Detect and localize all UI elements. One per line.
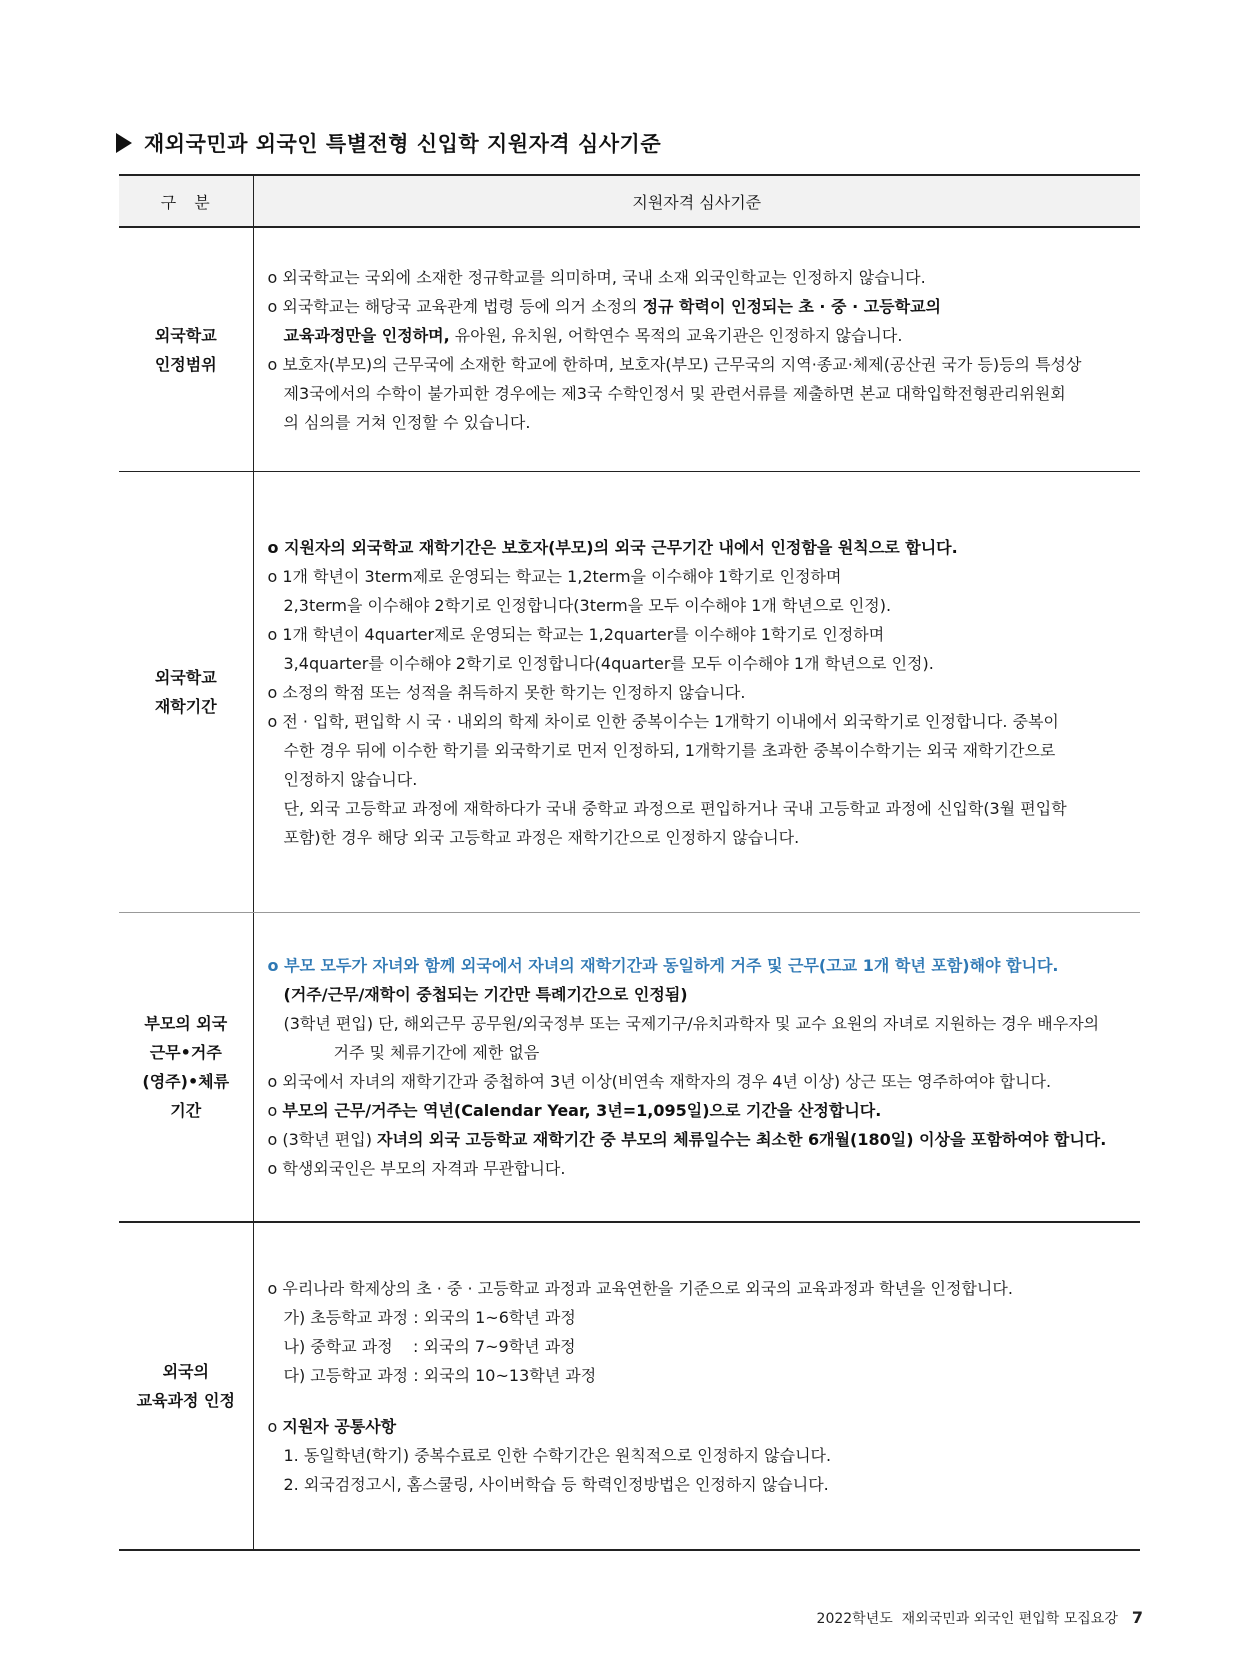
row-category: 부모의 외국 근무•거주 (영주)•체류 기간 <box>119 913 253 1223</box>
table-row <box>119 227 1140 472</box>
row-content: o 우리나라 학제상의 초 · 중 · 고등학교 과정과 교육연한을 기준으로 외국의 교육과정과 학년을 인정합니다. 가) 초등학교 과정 : 외국의 1~6학년 과정 나) 중학교 과정 : 외국의 7~9학년 과정 다) 고등학교 과정 : 외국의 10~13학년 과정 o 지원자 공통사항 1. 동일학년(학기) 중복수료로 인한 수학기간은 원칙적으로 인정하지 않습니다. 2. 외국검정고시, 홈스쿨링, 사이버학습 등 학력인정방법은 인정하지 않습니다. <box>253 1222 1140 1550</box>
table-row <box>119 1222 1140 1550</box>
criteria-table <box>119 174 1140 1551</box>
page-title <box>116 128 661 158</box>
row-content: o 지원자의 외국학교 재학기간은 보호자(부모)의 외국 근무기간 내에서 인정함을 원칙으로 합니다. o 1개 학년이 3term제로 운영되는 학교는 1,2term을 이수해야 1학기로 인정하며 2,3term을 이수해야 2학기로 인정합니다(3term을 모두 이수해야 1개 학년으로 인정). o 1개 학년이 4quarter제로 운영되는 학교는 1,2quarter를 이수해야 1학기로 인정하며 3,4quarter를 이수해야 2학기로 인정합니다(4quarter를 모두 이수해야 1개 학년으로 인정). o 소정의 학점 또는 성적을 취득하지 못한 학기는 인정하지 않습니다. o 전 · 입학, 편입학 시 국 · 내외의 학제 차이로 인한 중복이수는 1개학기 이내에서 외국학기로 인정합니다. 중복이 수한 경우 뒤에 이수한 학기를 외국학기로 먼저 인정하되, 1개학기를 초과한 중복이수학기는 외국 재학기간으로 인정하지 않습니다. 단, 외국 고등학교 과정에 재학하다가 국내 중학교 과정으로 편입하거나 국내 고등학교 과정에 신입학(3월 편입학 포함)한 경우 해당 외국 고등학교 과정은 재학기간으로 인정하지 않습니다. <box>253 472 1140 913</box>
page-footer <box>817 1608 1143 1628</box>
row-category: 외국학교 재학기간 <box>119 472 253 913</box>
row-content: o 부모 모두가 자녀와 함께 외국에서 자녀의 재학기간과 동일하게 거주 및 근무(고교 1개 학년 포함)해야 합니다. (거주/근무/재학이 중첩되는 기간만 특례기간으로 인정됨) (3학년 편입) 단, 해외근무 공무원/외국정부 또는 국제기구/유치과학자 및 교수 요원의 자녀로 지원하는 경우 배우자의 거주 및 체류기간에 제한 없음 o 외국에서 자녀의 재학기간과 중첩하여 3년 이상(비연속 재학자의 경우 4년 이상) 상근 또는 영주하여야 합니다. o 부모의 근무/거주는 역년(Calendar Year, 3년=1,095일)으로 기간을 산정합니다. o (3학년 편입) 자녀의 외국 고등학교 재학기간 중 부모의 체류일수는 최소한 6개월(180일) 이상을 포함하여야 합니다. o 학생외국인은 부모의 자격과 무관합니다. <box>253 913 1140 1223</box>
row-content: o 외국학교는 국외에 소재한 정규학교를 의미하며, 국내 소재 외국인학교는 인정하지 않습니다. o 외국학교는 해당국 교육관계 법령 등에 의거 소정의 정규 학력이 인정되는 초 · 중 · 고등학교의 교육과정만을 인정하며, 유아원, 유치원, 어학연수 목적의 교육기관은 인정하지 않습니다. o 보호자(부모)의 근무국에 소재한 학교에 한하며, 보호자(부모) 근무국의 지역·종교·체제(공산권 국가 등)등의 특성상 제3국에서의 수학이 불가피한 경우에는 제3국 수학인정서 및 관련서류를 제출하면 본교 대학입학전형관리위원회 의 심의를 거쳐 인정할 수 있습니다. <box>253 227 1140 472</box>
row-category: 외국학교 인정범위 <box>119 227 253 472</box>
table-row <box>119 472 1140 913</box>
header-category: 구분 <box>119 175 253 227</box>
header-criteria: 지원자격 심사기준 <box>253 175 1140 227</box>
row-category: 외국의 교육과정 인정 <box>119 1222 253 1550</box>
footer-text: 2022학년도 재외국민과 외국인 편입학 모집요강 <box>816 1611 1118 1627</box>
highlight-text: o 부모 모두가 자녀와 함께 외국에서 자녀의 재학기간과 동일하게 거주 및 근무(고교 1개 학년 포함)해야 합니다. <box>267 956 1059 975</box>
table-row <box>119 913 1140 1223</box>
triangle-bullet-icon <box>116 133 132 153</box>
page-number: 7 <box>1131 1608 1143 1627</box>
page-title-text: 재외국민과 외국인 특별전형 신입학 지원자격 심사기준 <box>144 132 662 156</box>
